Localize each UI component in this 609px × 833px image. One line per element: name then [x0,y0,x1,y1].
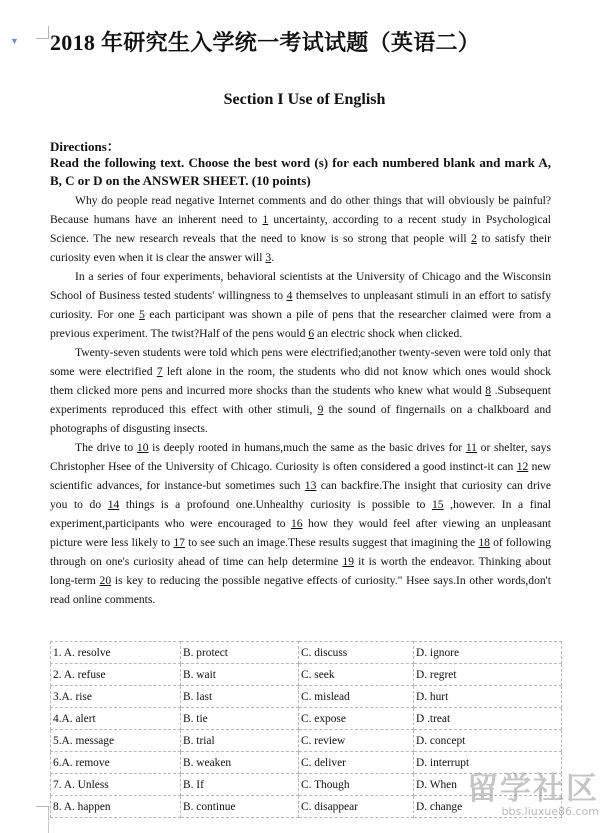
passage-text: or shelter, says Christopher Hsee of the University of Chicago. Curiosity is often considered a good instinct-it can [50,441,551,473]
option-cell: D. change [414,796,562,818]
option-row [51,642,562,664]
option-row [51,730,562,752]
blank-number: 15 [432,498,444,511]
passage-text: to satisfy their curiosity even when it is clear the answer will [50,232,551,264]
option-cell: D. ignore [414,642,562,664]
passage-text: . [271,251,275,264]
blank-number: 1 [262,213,269,226]
option-cell: C. seek [299,664,414,686]
blank-number: 16 [290,517,303,530]
blank-number: 17 [173,536,185,549]
blank-number: 18 [478,536,490,549]
option-cell: 7. A. Unless [51,774,181,796]
directions-label: Directions： [50,139,120,154]
blank-number: 10 [136,441,149,454]
option-cell: D. regret [414,664,562,686]
crop-mark-top-left [36,26,49,39]
passage-text: Twenty-seven students were told which pens were electrified;another twenty-seven were told only that some were electrified [50,346,551,378]
blank-number: 5 [139,308,145,321]
passage-paragraph [50,343,551,438]
passage-paragraph [50,191,551,267]
option-cell: C. discuss [299,642,414,664]
option-cell: B. wait [181,664,299,686]
option-cell: C. expose [299,708,414,730]
passage [50,191,551,609]
option-cell: B. If [181,774,299,796]
blank-number: 3 [265,251,272,264]
option-cell: 3.A. rise [51,686,181,708]
collapse-arrow-icon[interactable]: ▼ [10,36,19,46]
option-cell: C. deliver [299,752,414,774]
passage-text: things is a profound one.Unhealthy curiosity is possible to [119,498,432,511]
passage-text: themselves to unpleasant stimuli in an effort to satisfy curiosity. For one [50,289,551,321]
blank-number: 6 [308,327,315,340]
watermark-url: bbs.liuxue86.com [501,805,599,818]
option-cell: 2. A. refuse [51,664,181,686]
passage-text: to see such an image.These results suggest that imagining the [184,536,479,549]
watermark-logo: 留学社区 [467,771,599,807]
passage-text: it is worth the endeavor. Thinking about long-term [50,555,551,587]
passage-text: is deeply rooted in humans,much the same as the basic drives for [148,441,466,454]
passage-text: ,however. In a final experiment,participants who were encouraged to [50,498,551,530]
blank-number: 11 [465,441,477,454]
passage-text: how they would feel after viewing an unpleasant picture were less likely to [50,517,551,549]
option-cell: C. Though [299,774,414,796]
blank-number: 7 [156,365,163,378]
passage-text: new scientific advances, for instance-but sometimes such [50,460,551,492]
option-row [51,708,562,730]
passage-paragraph [50,438,551,609]
option-row [51,752,562,774]
passage-paragraph [50,267,551,343]
option-cell: D. interrupt [414,752,562,774]
option-cell: D. concept [414,730,562,752]
passage-text: left alone in the room, the students who did not know which ones would shock them clicked more pens and incurred more shocks than the students who knew what would [50,365,551,397]
option-cell: 8. A. happen [51,796,181,818]
option-cell: D. hurt [414,686,562,708]
passage-text: In a series of four experiments, behavioral scientists at the University of Chicago and the Wisconsin School of Business tested students' willingness to [50,270,551,302]
option-cell: B. weaken [181,752,299,774]
option-row [51,796,562,818]
passage-text: .Subsequent experiments reproduced this effect with other stimuli, [50,384,551,416]
passage-text: an electric shock when clicked. [314,327,463,340]
blank-number: 9 [317,403,324,416]
passage-text: The drive to [75,441,137,454]
passage-text: can backfire.The insight that curiosity can drive you to do [50,479,551,511]
directions-text: Read the following text. Choose the best word (s) for each numbered blank and mark A, B, C or D on the ANSWER SHEET. (10 points) [50,155,551,188]
blank-number: 2 [471,232,477,245]
option-cell: B. continue [181,796,299,818]
passage-text: of following through on one's curiosity ahead of time can help determine [50,536,551,568]
option-cell: C. mislead [299,686,414,708]
option-cell: 1. A. resolve [51,642,181,664]
blank-number: 8 [485,384,492,397]
option-cell: C. disappear [299,796,414,818]
section-heading: Section I Use of English [223,91,386,108]
passage-text: Why do people read negative Internet comments and do other things that will obviously be painful? Because humans have an inherent need to [50,194,551,226]
option-row [51,774,562,796]
options-table [50,641,562,818]
option-cell: D. When [414,774,562,796]
option-cell: B. tie [181,708,299,730]
option-cell: B. protect [181,642,299,664]
option-cell: 6.A. remove [51,752,181,774]
document-title: 2018 年研究生入学统一考试试题（英语二） [50,30,481,55]
option-cell: D .treat [414,708,562,730]
option-cell: B. last [181,686,299,708]
option-cell: 4.A. alert [51,708,181,730]
option-row [51,664,562,686]
option-row [51,686,562,708]
margin-line [48,810,49,833]
passage-text: each participant was shown a pile of pens that the researcher claimed were from a previous experiment. The twist?Half of the pens would [50,308,551,340]
option-cell: C. review [299,730,414,752]
blank-number: 19 [342,555,354,568]
passage-text: the sound of fingernails on a chalkboard and photographs of disgusting insects. [50,403,551,435]
blank-number: 13 [304,479,317,492]
blank-number: 4 [286,289,293,302]
blank-number: 14 [107,498,120,511]
blank-number: 12 [516,460,529,473]
option-cell: 5.A. message [51,730,181,752]
blank-number: 20 [99,574,112,587]
passage-text: is key to reducing the possible negative effects of curiosity." Hsee says.In other words,don't read online comments. [50,574,551,606]
passage-text: uncertainty, according to a recent study in Psychological Science. The new research reveals that the need to know is so strong that people will [50,213,552,245]
option-cell: B. trial [181,730,299,752]
